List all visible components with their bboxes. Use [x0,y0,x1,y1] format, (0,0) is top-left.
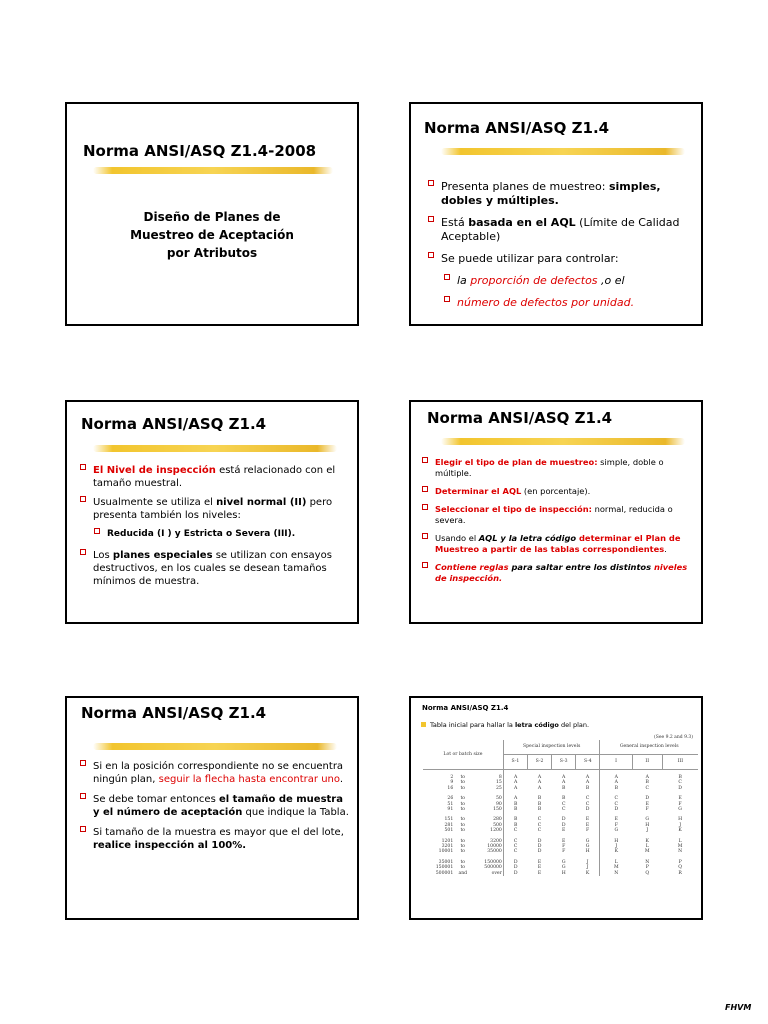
table-cell: 2 [450,775,454,780]
table-cell: F [645,807,649,813]
slide-1-subtitle [67,208,357,262]
slide-2 [409,102,703,326]
table-cell: M [677,844,683,850]
slide-1-title: Norma ANSI/ASQ Z1.4-2008 [83,142,317,160]
table-cell: E [537,865,542,871]
slide-4 [409,400,703,624]
table-cell: J [615,844,618,850]
list-item: número de defectos por unidad. [443,296,697,310]
table-cell: 35001 [438,859,454,865]
list-item: la proporción de defectos ,o el [443,274,697,288]
table-cell: D [576,807,600,812]
table-cell: over [471,871,503,876]
table-cell: E [576,823,600,828]
list-item: Usando el AQL y la letra código determinar el Plan de Muestreo a partir de las tablas correspondientes. [421,533,697,555]
table-cell: to [460,849,466,855]
table-cell: D [645,796,650,802]
table-cell: E [645,801,649,807]
table-cell: N [645,859,650,865]
table-cell: C [561,801,566,807]
table-cell: B [513,817,518,823]
table-cell: B [645,780,649,786]
table-cell: D [614,807,619,813]
table-cell: P [645,865,649,871]
table-cell: E [562,838,566,844]
table-cell: E [614,817,618,823]
table-cell: 50 [471,791,503,801]
table-cell: A [537,780,542,786]
table-cell: 281 [444,822,454,828]
table-cell: B [678,775,682,780]
table-cell: D [537,849,542,855]
column-header: I [600,755,632,770]
table-cell: H [561,870,566,876]
table-cell: to [460,844,466,850]
table-cell: K [678,828,682,834]
table-cell: K [576,871,600,876]
title-underline [441,148,685,155]
list-item: Presenta planes de muestreo: simples, dobles y múltiples. [427,180,697,208]
table-row [423,834,698,844]
title-underline [441,438,685,445]
table-cell: B [537,807,542,813]
subtitle-line: por Atributos [166,246,258,260]
table-row [423,871,698,876]
table-cell: 10000 [471,844,503,849]
table-cell: to [460,817,466,823]
table-cell: B [537,796,542,802]
slide-2-title: Norma ANSI/ASQ Z1.4 [424,119,610,137]
subtitle-line: Muestreo de Aceptación [130,228,294,242]
table-cell: C [537,817,542,823]
table-cell: 3201 [441,844,454,850]
table-cell: 500000 [471,865,503,870]
table-row [423,770,698,781]
list-item: Seleccionar el tipo de inspección: normal, reducida o severa. [421,504,697,526]
table-cell: D [537,838,542,844]
table-cell: F [614,822,618,828]
table-row [423,812,698,822]
table-cell: 15 [471,780,503,785]
table-cell: D [561,817,566,823]
table-cell: to [460,838,466,844]
table-cell: 150001 [435,865,454,871]
table-cell: 25 [471,786,503,791]
table-cell: C [537,822,542,828]
table-cell: A [576,780,600,785]
table-cell: H [678,817,683,823]
slide-3-title: Norma ANSI/ASQ Z1.4 [81,415,267,433]
table-cell: D [678,785,682,791]
table-cell: C [576,802,600,807]
table-cell: H [614,838,619,844]
table-cell: D [513,859,518,865]
slide-4-bullets [421,457,697,584]
slide-2-bullets [427,180,697,310]
table-cell: F [576,828,600,833]
table-cell: D [513,865,518,871]
slide-3-bullets [79,464,353,588]
table-cell: A [514,780,518,786]
table-cell: 90 [471,802,503,807]
table-cell: E [537,870,542,876]
table-cell: 26 [447,796,454,802]
table-cell: E [537,859,542,865]
slide-6-title: Norma ANSI/ASQ Z1.4 [422,704,509,712]
table-cell: A [614,775,618,780]
table-header-row [423,740,698,755]
table-cell: 151 [444,817,454,823]
table-cell: C [513,849,518,855]
subtitle-line: Diseño de Planes de [143,210,281,224]
table-cell: L [614,859,618,865]
table-cell: B [513,801,518,807]
table-cell: A [514,775,518,780]
table-cell: B [513,822,518,828]
table-cell: 500001 [435,870,454,876]
table-cell: D [513,870,518,876]
list-item: Está basada en el AQL (Límite de Calidad Aceptable) [427,216,697,244]
list-item: Se debe tomar entonces el tamaño de muestra y el número de aceptación que indique la Tabla. [79,793,351,819]
table-cell: J [576,855,600,865]
table-cell: B [562,796,566,802]
title-underline [93,743,337,750]
table-cell: F [678,801,682,807]
table-cell: A [537,785,542,791]
table-cell: Q [678,865,683,871]
table-cell: B [513,807,518,813]
table-cell: H [576,849,600,854]
column-header: III [662,755,698,770]
table-cell: 16 [447,785,454,791]
table-cell: C [614,801,619,807]
lot-size-header: Lot or batch size [423,740,503,770]
table-cell: 8 [471,770,503,781]
table-cell: J [576,865,600,870]
slide-6-bullet: Tabla inicial para hallar la letra código del plan. [421,721,589,729]
table-cell: C [513,844,518,850]
column-header: II [632,755,662,770]
table-cell: 3200 [471,834,503,844]
table-cell: 91 [447,807,454,813]
table-cell: C [678,780,682,786]
table-cell: B [614,785,618,791]
table-cell: C [537,828,542,834]
table-cell: E [576,812,600,822]
table-cell: 150000 [471,855,503,865]
table-cell: E [678,796,682,802]
table-cell: 1200 [471,828,503,833]
bullet-icon [421,722,426,727]
table-cell: F [562,849,566,855]
table-cell: 500 [471,823,503,828]
table-cell: to [460,796,466,802]
table-cell: M [613,865,619,871]
list-item: Los planes especiales se utilizan con ensayos destructivos, en los cuales se desean tamaños mínimos de muestra. [79,549,353,588]
table-cell: G [561,865,566,871]
slide-5-title: Norma ANSI/ASQ Z1.4 [81,704,267,722]
table-cell: to [460,828,466,834]
table-cell: G [614,828,619,834]
list-item: Elegir el tipo de plan de muestreo: simple, doble o múltiple. [421,457,697,479]
table-cell: C [513,838,518,844]
table-cell: C [561,807,566,813]
table-cell: C [576,791,600,801]
table-cell: B [537,801,542,807]
table-cell: H [645,822,650,828]
list-item: Contiene reglas para saltar entre los distintos niveles de inspección. [421,562,697,584]
slide-5-bullets [79,760,351,852]
table-cell: A [537,775,542,780]
table-cell: F [562,844,566,850]
table-cell: N [678,849,683,855]
table-cell: 1201 [441,838,454,844]
title-underline [93,445,337,452]
table-cell: 150 [471,807,503,812]
list-item: Si tamaño de la muestra es mayor que el del lote, realice inspección al 100%. [79,826,351,852]
table-cell: G [576,834,600,844]
table-cell: to [460,775,466,780]
table-cell: 51 [447,801,454,807]
table-cell: A [614,780,618,786]
column-header: S-1 [503,755,527,770]
table-cell: C [513,828,518,834]
table-cell: L [678,838,682,844]
table-cell: A [645,775,649,780]
table-cell: R [678,870,682,876]
table-cell: 280 [471,812,503,822]
table-cell: K [614,849,619,855]
footer: FHVM [725,1003,752,1012]
table-cell: J [679,822,682,828]
table-cell: C [614,796,619,802]
table-cell: G [645,817,650,823]
slide-3 [65,400,359,624]
title-underline [93,167,333,174]
slide-5 [65,696,359,920]
table-cell: E [562,828,566,834]
table-cell: 9 [450,780,454,786]
table-cell: N [614,870,619,876]
table-cell: M [644,849,650,855]
table-cell: to [460,822,466,828]
general-levels-header: General inspection levels [600,740,698,755]
table-row [423,791,698,801]
table-cell: 501 [444,828,454,834]
table-cell: G [678,807,682,813]
table-cell: A [514,785,518,791]
table-cell: and [458,870,468,876]
table-cell: to [460,801,466,807]
table-cell: 10001 [438,849,454,855]
table-cell: 35000 [471,849,503,854]
table-cell: to [460,785,466,791]
table-cell: L [645,844,649,850]
table-cell: G [561,859,566,865]
table-cell: B [576,786,600,791]
table-cell: A [562,780,566,786]
table-row [423,855,698,865]
table-cell: P [678,859,682,865]
table-cell: G [576,844,600,849]
table-cell: A [576,770,600,781]
special-levels-header: Special inspection levels [503,740,600,755]
code-letter-table [423,740,698,876]
list-item: Si en la posición correspondiente no se encuentra ningún plan, seguir la flecha hasta encontrar uno. [79,760,351,786]
table-cell: C [645,785,649,791]
table-cell: to [460,780,466,786]
slide-4-title: Norma ANSI/ASQ Z1.4 [427,409,613,427]
column-header: S-4 [576,755,600,770]
table-cell: A [514,796,518,802]
list-item: Determinar el AQL (en porcentaje). [421,486,697,497]
list-item: Reducida (I ) y Estricta o Severa (III). [93,528,353,541]
table-cell: K [645,838,649,844]
list-item: Se puede utilizar para controlar: [427,252,697,266]
table-cell: Q [645,870,650,876]
table-cell: A [562,775,566,780]
table-cell: B [562,785,566,791]
column-header: S-2 [527,755,551,770]
table-cell: to [460,859,466,865]
list-item: El Nivel de inspección está relacionado con el tamaño muestral. [79,464,353,490]
table-note: (See 9.2 and 9.3) [654,735,693,740]
slide-1 [65,102,359,326]
table-cell: to [460,807,466,813]
table-cell: D [561,822,566,828]
list-item: Usualmente se utiliza el nivel normal (II) pero presenta también los niveles: [79,496,353,522]
table-cell: J [646,828,649,834]
column-header: S-3 [552,755,576,770]
table-cell: D [537,844,542,850]
table-cell: to [460,865,466,871]
